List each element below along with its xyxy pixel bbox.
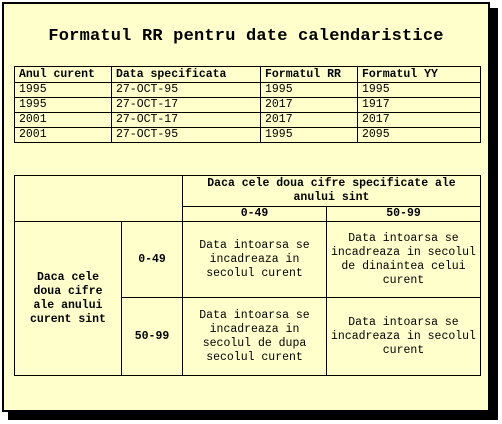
spec-header: Daca cele doua cifre specificate ale anului sint <box>183 176 481 207</box>
col-range-header: 0-49 <box>183 207 327 222</box>
table-cell: 27-OCT-95 <box>112 128 261 143</box>
table-cell: 1995 <box>15 98 112 113</box>
rule-cell: Data intoarsa se incadreaza in secolul curent <box>327 298 481 376</box>
table-cell: 1995 <box>261 83 358 98</box>
table-cell: 1995 <box>261 128 358 143</box>
table-cell: 1995 <box>358 83 481 98</box>
table-row <box>15 113 481 128</box>
table-row <box>15 98 481 113</box>
rule-cell: Data intoarsa se incadreaza in secolul de dupa secolul curent <box>183 298 327 376</box>
table-cell: 2001 <box>15 113 112 128</box>
col-range-header: 50-99 <box>327 207 481 222</box>
column-header: Anul curent <box>15 67 112 83</box>
rule-cell: Data intoarsa se incadreaza in secolul de dinaintea celui curent <box>327 222 481 298</box>
row-range-header: 50-99 <box>122 298 183 376</box>
table-cell: 2017 <box>261 113 358 128</box>
table-header-row <box>15 67 481 83</box>
table-cell: 27-OCT-95 <box>112 83 261 98</box>
row-header: Daca cele doua cifre ale anului curent sint <box>15 222 122 376</box>
page-title: Formatul RR pentru date calendaristice <box>48 27 444 46</box>
table-cell: 27-OCT-17 <box>112 98 261 113</box>
table-cell: 2017 <box>358 113 481 128</box>
examples-table <box>14 66 481 143</box>
spec-header-row <box>15 176 481 207</box>
column-header: Formatul YY <box>358 67 481 83</box>
rules-table <box>14 175 481 376</box>
rule-row <box>15 222 481 298</box>
table-cell: 2095 <box>358 128 481 143</box>
table-cell: 1917 <box>358 98 481 113</box>
table-cell: 27-OCT-17 <box>112 113 261 128</box>
column-header: Data specificata <box>112 67 261 83</box>
row-range-header: 0-49 <box>122 222 183 298</box>
table-cell: 1995 <box>15 83 112 98</box>
empty-corner-cell <box>15 176 183 222</box>
column-header: Formatul RR <box>261 67 358 83</box>
rule-cell: Data intoarsa se incadreaza in secolul curent <box>183 222 327 298</box>
table-cell: 2001 <box>15 128 112 143</box>
table-row <box>15 128 481 143</box>
table-cell: 2017 <box>261 98 358 113</box>
table-row <box>15 83 481 98</box>
